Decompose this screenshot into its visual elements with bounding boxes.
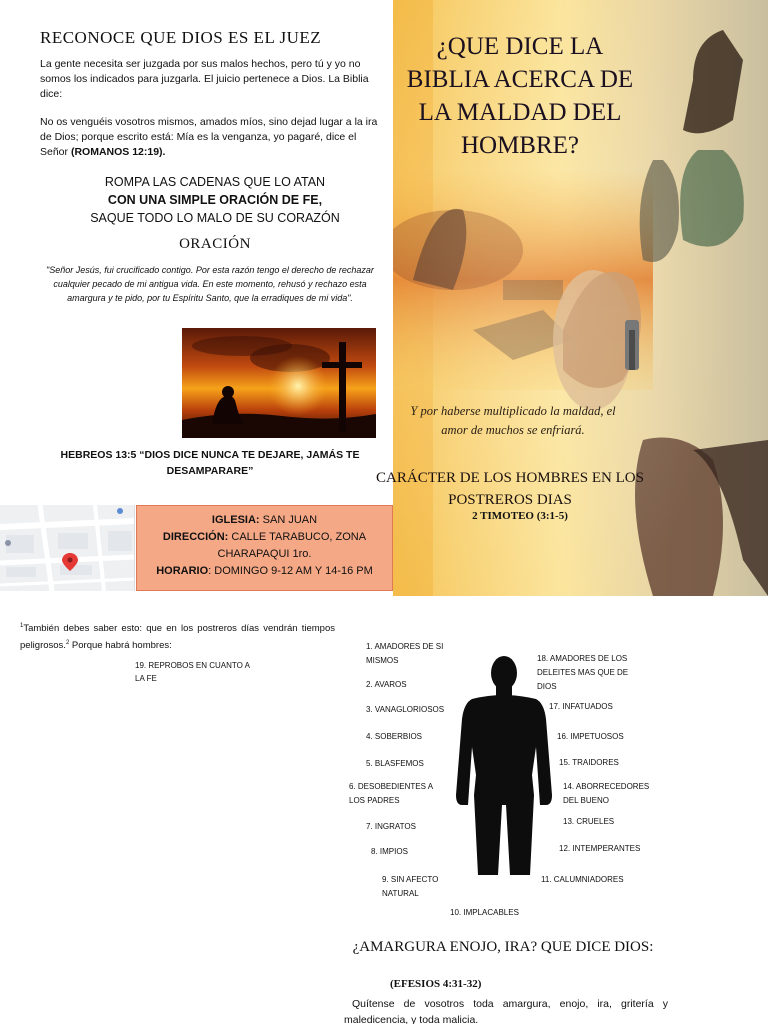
vice-item-15: 15. TRAIDORES xyxy=(559,758,619,767)
verse-number-2: 2 xyxy=(65,640,70,647)
vice-item-11: 11. CALUMNIADORES xyxy=(541,875,624,884)
vice-item-12: 12. INTEMPERANTES xyxy=(559,844,641,853)
vice-item-2: 2. AVAROS xyxy=(366,680,407,689)
verse-number-1: 1 xyxy=(20,623,24,629)
vice-item-14: 14. ABORRECEDORES DEL BUENO xyxy=(563,782,650,805)
info-direccion-label: DIRECCIÓN: xyxy=(162,531,229,543)
vice-item-6: 6. DESOBEDIENTES A LOS PADRES xyxy=(349,782,433,805)
info-iglesia-label: IGLESIA: xyxy=(211,514,260,526)
vice-item-4: 4. SOBERBIOS xyxy=(366,732,423,741)
ephesians-reference: (EFESIOS 4:31-32) xyxy=(390,978,482,990)
vice-item-16: 16. IMPETUOSOS xyxy=(557,732,624,741)
vice-item-7: 7. INGRATOS xyxy=(366,822,416,831)
info-direccion-value: CALLE TARABUCO, ZONA CHARAPAQUI 1ro. xyxy=(217,531,367,560)
cover-title: ¿QUE DICE LA BIBLIA ACERCA DE LA MALDAD DEL HOMBRE? xyxy=(406,33,634,159)
bible-quote-reference: (ROMANOS 12:19). xyxy=(70,146,166,158)
cover-verse: Y por haberse multiplicado la maldad, el amor de muchos se enfriará. xyxy=(410,404,616,437)
vice-item-5: 5. BLASFEMOS xyxy=(366,759,424,768)
intro-paragraph: La gente necesita ser juzgada por sus malos hechos, pero tú y yo no somos los indicados para juzgarla. El juicio pertenece a Dios. La Biblia dice: xyxy=(40,58,369,100)
info-horario xyxy=(137,563,392,580)
info-horario-value: : DOMINGO 9-12 AM Y 14-16 PM xyxy=(208,565,373,577)
vice-item-17: 17. INFATUADOS xyxy=(549,702,613,711)
chains-line-3: SAQUE TODO LO MALO DE SU CORAZÓN xyxy=(90,211,340,225)
vice-item-1: 1. AMADORES DE SI MISMOS xyxy=(366,642,444,665)
timothy-intro-a: También debes saber esto: que en los postreros días vendrán tiempos peligrosos. xyxy=(20,623,335,652)
prayer-text: "Señor Jesús, fui crucificado contigo. Por esta razón tengo el derecho de rechazar cualquier pecado de mi antigua vida. En este momento, rehusó y rechazo esta amargura y te pido, por tu Espíritu Santo, que la erradiques de mi vida". xyxy=(46,265,374,303)
vice-item-13: 13. CRUELES xyxy=(563,817,615,826)
info-horario-label: HORARIO xyxy=(156,565,209,577)
vice-item-19: 19. REPROBOS EN CUANTO A LA FE xyxy=(135,661,250,683)
location-map[interactable] xyxy=(0,505,135,591)
prayer-heading: ORACIÓN xyxy=(179,236,251,252)
chains-line-1: ROMPA LAS CADENAS QUE LO ATAN xyxy=(104,175,326,189)
info-direccion xyxy=(137,529,392,563)
vice-item-18: 18. AMADORES DE LOS DELEITES MAS QUE DE DIOS xyxy=(537,654,629,691)
sunset-cross-image xyxy=(182,328,376,438)
vice-item-3: 3. VANAGLORIOSOS xyxy=(366,705,445,714)
chains-line-2: CON UNA SIMPLE ORACIÓN DE FE, xyxy=(107,193,323,207)
cover-reference: 2 TIMOTEO (3:1-5) xyxy=(472,510,568,522)
timothy-intro xyxy=(20,619,335,653)
vice-item-8: 8. IMPIOS xyxy=(371,847,408,856)
chains-callout xyxy=(40,173,390,227)
ephesians-question: ¿AMARGURA ENOJO, IRA? QUE DICE DIOS: xyxy=(352,939,654,955)
timothy-intro-b: Porque habrá hombres: xyxy=(69,640,172,652)
bible-quote-text: No os venguéis vosotros mismos, amados míos, sino dejad lugar a la ira de Dios; porque escrito está: Mía es la venganza, yo pagaré, dice el Señor xyxy=(40,116,378,158)
cover-subtitle: CARÁCTER DE LOS HOMBRES EN LOS POSTREROS DIAS xyxy=(376,470,644,508)
ephesians-text: Quítense de vosotros toda amargura, enojo, ira, gritería y maledicencia, y toda malicia. xyxy=(344,998,668,1024)
church-info-box xyxy=(136,505,393,591)
info-iglesia xyxy=(137,512,392,529)
hebreos-verse: HEBREOS 13:5 “DIOS DICE NUNCA TE DEJARE, JAMÁS TE DESAMPARARE” xyxy=(60,449,360,477)
section-heading-juez: RECONOCE QUE DIOS ES EL JUEZ xyxy=(40,28,322,47)
vice-item-9: 9. SIN AFECTO NATURAL xyxy=(382,875,439,898)
bible-quote xyxy=(40,115,380,160)
info-iglesia-value: SAN JUAN xyxy=(262,514,318,526)
vice-item-10: 10. IMPLACABLES xyxy=(450,908,519,917)
